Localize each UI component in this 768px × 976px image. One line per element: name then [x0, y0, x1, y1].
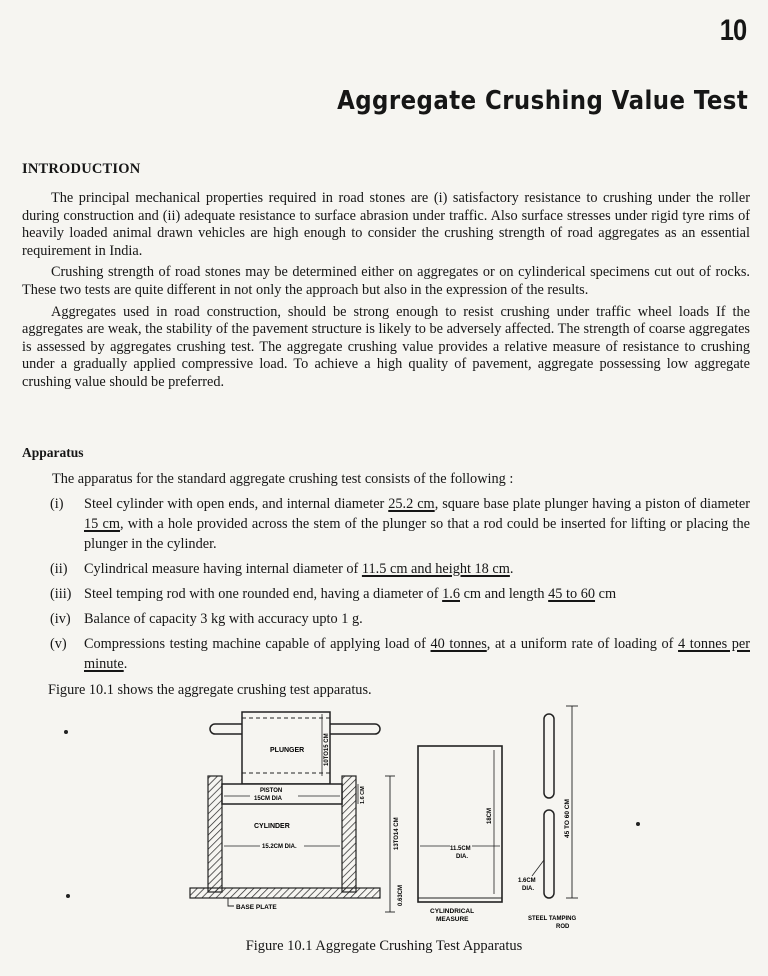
rod-length-label: 45 TO 60 CM	[564, 799, 571, 838]
apparatus-item-5	[50, 634, 750, 674]
cylinder-wall-right	[342, 776, 356, 892]
cylindrical-measure	[418, 746, 502, 923]
scan-speck	[636, 822, 640, 826]
rod-lower	[544, 810, 554, 898]
intro-paragraph-2: Crushing strength of road stones may be determined either on aggregates or on cylinderical specimens cut out of rocks. These two tests are quite different in not only the approach but also in the expression of the results.	[22, 264, 750, 298]
piston-label: PISTON	[260, 788, 283, 794]
item-underlined: 4 tonnes per minute	[84, 636, 750, 672]
chapter-title: Aggregate Crushing Value Test	[336, 86, 748, 116]
item-text: cm and length	[460, 586, 549, 602]
item-text: , square base plate plunger having a piston of diameter	[434, 496, 751, 512]
item-text: Steel cylinder with open ends, and internal diameter	[84, 496, 389, 512]
cylinder-label: CYLINDER	[254, 823, 290, 830]
crushing-cylinder-assembly	[190, 712, 404, 912]
steel-tamping-rod	[518, 706, 578, 930]
figure-reference: Figure 10.1 shows the aggregate crushing test apparatus.	[48, 682, 372, 698]
measure-dia-label: 11.5CM	[450, 846, 471, 852]
item-text: .	[123, 656, 128, 672]
item-underlined: 45 to 60	[548, 586, 596, 602]
base-plate-label: BASE PLATE	[236, 904, 277, 911]
scan-speck	[66, 894, 70, 898]
item-number: (iii)	[50, 586, 72, 602]
piston-dia-label: 15CM DIA	[254, 796, 283, 802]
item-text: , at a uniform rate of loading of	[486, 636, 679, 652]
chapter-number: 10	[719, 14, 746, 47]
measure-name-2: MEASURE	[436, 916, 469, 923]
item-underlined: 25.2 cm	[388, 496, 435, 512]
item-number: (v)	[50, 636, 67, 652]
apparatus-item-1	[50, 494, 750, 554]
rod-upper	[544, 714, 554, 798]
introduction-body	[22, 190, 750, 392]
item-number: (ii)	[50, 561, 68, 577]
base-plate	[190, 888, 380, 898]
measure-height-label: 18CM	[487, 807, 493, 824]
measure-name-1: CYLINDRICAL	[430, 908, 475, 915]
apparatus-list	[50, 494, 750, 679]
rod-name-2: ROD	[556, 924, 570, 930]
plunger-label: PLUNGER	[270, 747, 305, 754]
cylinder-height-label: 13TO14 CM	[394, 817, 400, 850]
apparatus-lead: The apparatus for the standard aggregate crushing test consists of the following :	[52, 471, 514, 487]
item-text: Balance of capacity 3 kg with accuracy upto 1 g.	[84, 611, 363, 627]
introduction-heading: INTRODUCTION	[22, 161, 141, 177]
piston-thickness-label: 1.6 CM	[360, 786, 366, 804]
item-underlined: 15 cm	[84, 516, 120, 532]
item-text: Cylindrical measure having internal diameter of	[84, 561, 362, 577]
cylinder-wall-left	[208, 776, 222, 892]
rod-dia-label: 1.6CM	[518, 878, 536, 884]
rod-name-1: STEEL TAMPING	[528, 916, 577, 922]
item-underlined: 1.6	[442, 586, 460, 602]
item-text: , with a hole provided across the stem of the plunger so that a rod could be inserted for lifting or placing the plunger in the cylinder.	[84, 516, 750, 552]
item-text: Compressions testing machine capable of applying load of	[84, 636, 431, 652]
apparatus-heading: Apparatus	[22, 445, 84, 460]
apparatus-diagram	[180, 700, 620, 940]
apparatus-figure	[180, 700, 620, 940]
item-text: Steel temping rod with one rounded end, having a diameter of	[84, 586, 443, 602]
apparatus-item-4	[50, 609, 750, 629]
item-text: cm	[595, 586, 617, 602]
cylinder-dia-label: 15.2CM DIA.	[262, 844, 297, 850]
measure-dia-unit: DIA.	[456, 854, 468, 860]
item-number: (i)	[50, 496, 64, 512]
item-text: .	[509, 561, 514, 577]
plunger-height-label: 10TO15 CM	[324, 733, 330, 766]
item-underlined: 11.5 cm and height 18 cm	[361, 561, 510, 577]
rod-dia-unit: DIA.	[522, 886, 534, 892]
apparatus-item-2	[50, 559, 750, 579]
item-number: (iv)	[50, 611, 71, 627]
base-thickness-label: 0.63CM	[398, 884, 404, 906]
figure-caption: Figure 10.1 Aggregate Crushing Test Apparatus	[245, 938, 523, 954]
intro-paragraph-3: Aggregates used in road construction, should be strong enough to resist crushing under traffic wheel loads If the aggregates are weak, the stability of the pavement structure is likely to be adversely affected. The strength of coarse aggregates is assessed by aggregates crushing test. The aggregate crushing value provides a relative measure of resistance to crushing under a gradually applied compressive load. To achieve a high quality of pavement, aggregate possessing low aggregate crushing value should be preferred.	[22, 303, 750, 390]
intro-paragraph-1: The principal mechanical properties required in road stones are (i) satisfactory resistance to crushing under the roller during construction and (ii) adequate resistance to surface abrasion under traffic. Also surface stresses under rigid tyre rims of heavily loaded animal drawn vehicles are high enough to consider the crushing strength of road aggregates as an essential requirement in India.	[22, 190, 750, 259]
item-underlined: 40 tonnes	[430, 636, 487, 652]
scan-speck	[64, 730, 68, 734]
apparatus-item-3	[50, 584, 750, 604]
